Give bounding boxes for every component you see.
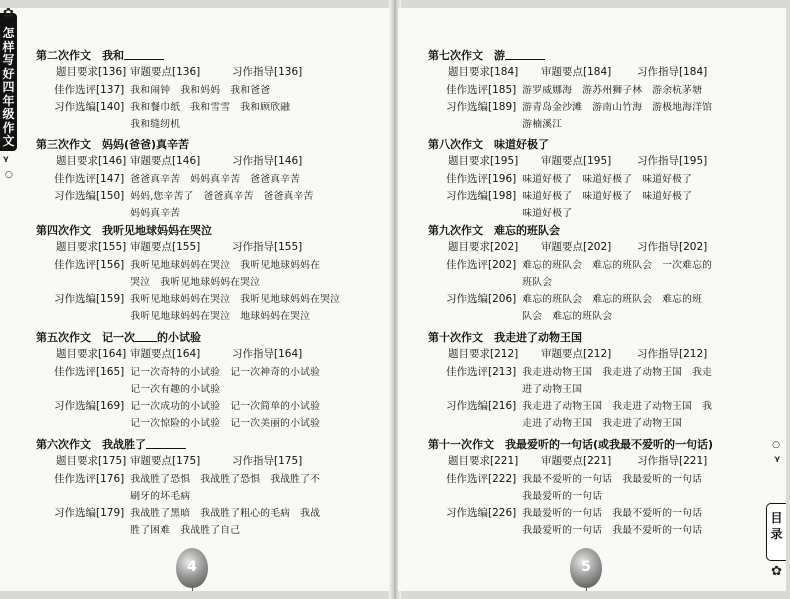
tab-char: 写 bbox=[2, 53, 15, 67]
toc-entry bbox=[428, 505, 773, 539]
section-title-text: 第五次作文 记一次 bbox=[36, 331, 135, 344]
tab-char: 录 bbox=[770, 527, 783, 541]
section-title-text: 第十次作文 我走进了动物王国 bbox=[428, 331, 582, 344]
writing-guide: 习作指导[155] bbox=[232, 241, 303, 253]
requirements-row bbox=[36, 452, 376, 471]
section-title bbox=[428, 437, 773, 452]
tab-char: 级 bbox=[2, 107, 15, 121]
section-title bbox=[36, 48, 376, 63]
tab-char: 年 bbox=[2, 93, 15, 108]
toc-section bbox=[36, 330, 376, 432]
toc-section bbox=[36, 223, 376, 325]
topic-requirement: 题目要求[202] bbox=[448, 241, 519, 253]
entry-line: 记一次惊险的小试验 记一次美丽的小试验 bbox=[130, 418, 321, 429]
toc-section bbox=[428, 223, 773, 325]
writing-guide: 习作指导[202] bbox=[637, 241, 708, 253]
fill-in-blank bbox=[124, 59, 164, 60]
circle-icon: ○ bbox=[5, 170, 13, 180]
toc-entry bbox=[428, 471, 773, 505]
toc-section bbox=[428, 48, 773, 133]
toc-entry bbox=[428, 188, 773, 222]
entry-label: 佳作选评[185] bbox=[446, 84, 517, 96]
key-points: 审题要点[202] bbox=[541, 241, 612, 253]
toc-entry bbox=[428, 364, 773, 398]
toc-section bbox=[36, 48, 376, 133]
right-page bbox=[398, 8, 786, 591]
entry-text bbox=[130, 257, 320, 291]
entry-label: 佳作选评[222] bbox=[446, 473, 517, 485]
entry-label: 习作选编[198] bbox=[446, 190, 517, 202]
section-title bbox=[36, 330, 376, 345]
fill-in-blank bbox=[505, 59, 545, 60]
entry-text bbox=[130, 82, 270, 99]
entry-text bbox=[130, 471, 320, 505]
entry-line: 我最爱听的一句话 我最不爱听的一句话 bbox=[522, 525, 703, 536]
key-points: 审题要点[146] bbox=[130, 155, 201, 167]
requirements-row bbox=[36, 63, 376, 82]
section-title-text: 第三次作文 妈妈(爸爸)真辛苦 bbox=[36, 138, 190, 151]
key-points: 审题要点[175] bbox=[130, 455, 201, 467]
tab-char: 文 bbox=[2, 134, 15, 148]
section-title-text: 第六次作文 我战胜了 bbox=[36, 438, 146, 451]
key-points: 审题要点[136] bbox=[130, 66, 201, 78]
toc-section bbox=[428, 437, 773, 539]
requirements-row bbox=[36, 345, 376, 364]
tab-char: 怎 bbox=[2, 26, 15, 40]
balloon-string bbox=[192, 588, 193, 591]
entry-text bbox=[522, 398, 712, 432]
entry-line: 我和闹钟 我和妈妈 我和爸爸 bbox=[130, 85, 271, 96]
key-points: 审题要点[155] bbox=[130, 241, 201, 253]
entry-text bbox=[522, 505, 702, 539]
entry-label: 佳作选评[137] bbox=[54, 84, 125, 96]
fill-in-blank bbox=[135, 341, 157, 342]
entry-label: 佳作选评[147] bbox=[54, 173, 125, 185]
entry-label: 习作选编[140] bbox=[54, 101, 125, 113]
entry-text bbox=[522, 171, 692, 188]
entry-label: 佳作选评[156] bbox=[54, 259, 125, 271]
entry-text bbox=[522, 99, 712, 133]
entry-line: 我战胜了黑暗 我战胜了粗心的毛病 我战 bbox=[130, 508, 321, 519]
requirements-row bbox=[428, 152, 773, 171]
entry-line: 妈妈真辛苦 bbox=[130, 208, 181, 219]
key-points: 审题要点[164] bbox=[130, 348, 201, 360]
toc-entry bbox=[428, 257, 773, 291]
entry-line: 刷牙的坏毛病 bbox=[130, 491, 191, 502]
toc-entry bbox=[36, 291, 376, 325]
entry-line: 队会 难忘的班队会 bbox=[522, 311, 613, 322]
entry-line: 味道好极了 味道好极了 味道好极了 bbox=[522, 174, 693, 185]
entry-line: 我最爱听的一句话 bbox=[522, 491, 603, 502]
requirements-row bbox=[428, 345, 773, 364]
key-points: 审题要点[221] bbox=[541, 455, 612, 467]
toc-entry bbox=[428, 99, 773, 133]
toc-entry bbox=[428, 398, 773, 432]
requirements-row bbox=[428, 238, 773, 257]
toc-entry bbox=[36, 99, 376, 133]
entry-text bbox=[522, 82, 702, 99]
key-points: 审题要点[212] bbox=[541, 348, 612, 360]
section-title-text: 第四次作文 我听见地球妈妈在哭泣 bbox=[36, 224, 212, 237]
entry-label: 佳作选评[176] bbox=[54, 473, 125, 485]
writing-guide: 习作指导[195] bbox=[637, 155, 708, 167]
fill-in-blank bbox=[146, 448, 186, 449]
section-title bbox=[36, 437, 376, 452]
toc-entry bbox=[36, 171, 376, 188]
key-points: 审题要点[195] bbox=[541, 155, 612, 167]
entry-text bbox=[130, 291, 340, 325]
entry-text bbox=[522, 471, 702, 505]
sprout-icon: ᵞ bbox=[774, 454, 780, 469]
section-title bbox=[428, 330, 773, 345]
section-title bbox=[428, 48, 773, 63]
book-title-tab bbox=[0, 13, 17, 151]
toc-entry bbox=[36, 471, 376, 505]
entry-line: 游青岛金沙滩 游南山竹海 游极地海洋馆 bbox=[522, 102, 713, 113]
toc-entry bbox=[36, 364, 376, 398]
section-title bbox=[428, 137, 773, 152]
entry-text bbox=[130, 188, 313, 222]
page-number: 5 bbox=[581, 559, 591, 575]
entry-text bbox=[130, 171, 300, 188]
entry-label: 佳作选评[196] bbox=[446, 173, 517, 185]
topic-requirement: 题目要求[195] bbox=[448, 155, 519, 167]
entry-label: 习作选编[150] bbox=[54, 190, 125, 202]
section-title bbox=[36, 223, 376, 238]
writing-guide: 习作指导[184] bbox=[637, 66, 708, 78]
balloon-string bbox=[586, 588, 587, 591]
circle-icon: ○ bbox=[772, 440, 780, 450]
entry-label: 习作选编[189] bbox=[446, 101, 517, 113]
topic-requirement: 题目要求[212] bbox=[448, 348, 519, 360]
key-points: 审题要点[184] bbox=[541, 66, 612, 78]
entry-line: 哭泣 我听见地球妈妈在哭泣 bbox=[130, 277, 261, 288]
entry-line: 难忘的班队会 难忘的班队会 一次难忘的 bbox=[522, 260, 713, 271]
entry-line: 我听见地球妈妈在哭泣 我听见地球妈妈在哭泣 bbox=[130, 294, 341, 305]
tab-char: 作 bbox=[2, 120, 15, 135]
writing-guide: 习作指导[146] bbox=[232, 155, 303, 167]
section-title-text: 第七次作文 游 bbox=[428, 49, 505, 62]
toc-entry bbox=[428, 82, 773, 99]
entry-label: 佳作选评[165] bbox=[54, 366, 125, 378]
entry-label: 佳作选评[202] bbox=[446, 259, 517, 271]
entry-text bbox=[130, 99, 290, 133]
entry-line: 难忘的班队会 难忘的班队会 难忘的班 bbox=[522, 294, 703, 305]
flower-icon: ✿ bbox=[771, 564, 782, 579]
toc-entry bbox=[428, 291, 773, 325]
entry-line: 味道好极了 bbox=[522, 208, 573, 219]
entry-text bbox=[130, 505, 320, 539]
entry-label: 习作选编[226] bbox=[446, 507, 517, 519]
entry-line: 我听见地球妈妈在哭泣 地球妈妈在哭泣 bbox=[130, 311, 311, 322]
entry-text bbox=[522, 364, 712, 398]
section-title bbox=[428, 223, 773, 238]
tab-char: 样 bbox=[2, 39, 15, 54]
toc-section bbox=[36, 437, 376, 539]
sprout-icon: ᵞ bbox=[3, 154, 9, 169]
toc-section bbox=[36, 137, 376, 222]
requirements-row bbox=[36, 238, 376, 257]
entry-line: 记一次有趣的小试验 bbox=[130, 384, 221, 395]
entry-line: 味道好极了 味道好极了 味道好极了 bbox=[522, 191, 693, 202]
toc-section bbox=[428, 137, 773, 222]
page-number-balloon bbox=[176, 548, 208, 588]
entry-line: 妈妈,您辛苦了 爸爸真辛苦 爸爸真辛苦 bbox=[130, 191, 314, 202]
left-page bbox=[0, 8, 392, 591]
topic-requirement: 题目要求[164] bbox=[56, 348, 127, 360]
toc-entry bbox=[36, 257, 376, 291]
contents-tab bbox=[766, 503, 786, 561]
entry-label: 习作选编[206] bbox=[446, 293, 517, 305]
entry-line: 我走进了动物王国 我走进了动物王国 我 bbox=[522, 401, 713, 412]
entry-text bbox=[522, 257, 712, 291]
entry-text bbox=[522, 291, 702, 325]
section-title-text: 第十一次作文 我最爱听的一句话(或我最不爱听的一句话) bbox=[428, 438, 714, 451]
toc-entry bbox=[36, 82, 376, 99]
section-title bbox=[36, 137, 376, 152]
entry-line: 班队会 bbox=[522, 277, 553, 288]
section-title-text: 第八次作文 味道好极了 bbox=[428, 138, 549, 151]
entry-line: 游楠溪江 bbox=[522, 119, 563, 130]
entry-text bbox=[522, 188, 692, 222]
requirements-row bbox=[428, 63, 773, 82]
section-title-text: 第九次作文 难忘的班队会 bbox=[428, 224, 560, 237]
topic-requirement: 题目要求[146] bbox=[56, 155, 127, 167]
entry-line: 记一次成功的小试验 记一次简单的小试验 bbox=[130, 401, 321, 412]
writing-guide: 习作指导[136] bbox=[232, 66, 303, 78]
requirements-row bbox=[428, 452, 773, 471]
tab-char: 目 bbox=[770, 511, 783, 525]
writing-guide: 习作指导[221] bbox=[637, 455, 708, 467]
topic-requirement: 题目要求[221] bbox=[448, 455, 519, 467]
entry-line: 我战胜了恐惧 我战胜了恐惧 我战胜了不 bbox=[130, 474, 321, 485]
topic-requirement: 题目要求[175] bbox=[56, 455, 127, 467]
toc-entry bbox=[36, 505, 376, 539]
topic-requirement: 题目要求[136] bbox=[56, 66, 127, 78]
requirements-row bbox=[36, 152, 376, 171]
entry-label: 佳作选评[213] bbox=[446, 366, 517, 378]
entry-line: 爸爸真辛苦 妈妈真辛苦 爸爸真辛苦 bbox=[130, 174, 301, 185]
entry-line: 游罗威娜海 游苏州狮子林 游余杭茅塘 bbox=[522, 85, 703, 96]
entry-label: 习作选编[159] bbox=[54, 293, 125, 305]
entry-line: 记一次奇特的小试验 记一次神奇的小试验 bbox=[130, 367, 321, 378]
topic-requirement: 题目要求[184] bbox=[448, 66, 519, 78]
entry-text bbox=[130, 398, 320, 432]
section-title-tail: 的小试验 bbox=[157, 331, 201, 344]
flower-icon: ✿ bbox=[3, 8, 14, 21]
entry-line: 我最不爱听的一句话 我最爱听的一句话 bbox=[522, 474, 703, 485]
entry-line: 进了动物王国 bbox=[522, 384, 583, 395]
tab-char: 四 bbox=[2, 80, 15, 94]
toc-entry bbox=[428, 171, 773, 188]
entry-text bbox=[130, 364, 320, 398]
entry-label: 习作选编[169] bbox=[54, 400, 125, 412]
entry-line: 我听见地球妈妈在哭泣 我听见地球妈妈在 bbox=[130, 260, 321, 271]
writing-guide: 习作指导[175] bbox=[232, 455, 303, 467]
page-number: 4 bbox=[187, 559, 197, 575]
entry-line: 我走进动物王国 我走进了动物王国 我走 bbox=[522, 367, 713, 378]
writing-guide: 习作指导[212] bbox=[637, 348, 708, 360]
entry-line: 胜了困难 我战胜了自己 bbox=[130, 525, 241, 536]
topic-requirement: 题目要求[155] bbox=[56, 241, 127, 253]
entry-line: 我和餐巾纸 我和雪雪 我和顾欣融 bbox=[130, 102, 291, 113]
tab-char: 好 bbox=[2, 66, 15, 81]
page-number-balloon bbox=[570, 548, 602, 588]
toc-entry bbox=[36, 188, 376, 222]
entry-label: 习作选编[216] bbox=[446, 400, 517, 412]
entry-line: 走进了动物王国 我走进了动物王国 bbox=[522, 418, 683, 429]
toc-entry bbox=[36, 398, 376, 432]
entry-label: 习作选编[179] bbox=[54, 507, 125, 519]
entry-line: 我和缝纫机 bbox=[130, 119, 181, 130]
section-title-text: 第二次作文 我和 bbox=[36, 49, 124, 62]
toc-section bbox=[428, 330, 773, 432]
writing-guide: 习作指导[164] bbox=[232, 348, 303, 360]
entry-line: 我最爱听的一句话 我最不爱听的一句话 bbox=[522, 508, 703, 519]
